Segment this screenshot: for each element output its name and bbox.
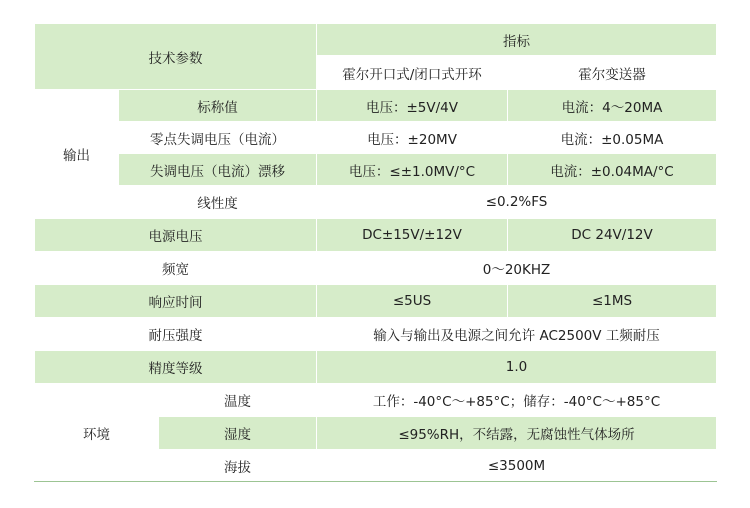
param-value: ≤1MS	[508, 285, 717, 318]
param-name: 响应时间	[35, 285, 317, 318]
param-value: 电压：≤±1.0MV/°C	[317, 154, 508, 186]
param-name: 线性度	[119, 186, 317, 219]
spec-table-container	[34, 23, 717, 482]
param-name: 湿度	[159, 417, 317, 450]
indicator-header: 指标	[317, 24, 717, 56]
param-name: 海拔	[159, 450, 317, 482]
param-name: 失调电压（电流）漂移	[119, 154, 317, 186]
hall-switch-header: 霍尔开口式/闭口式开环	[317, 56, 508, 90]
param-value: 1.0	[317, 351, 717, 384]
param-value: 电流：±0.05MA	[508, 122, 717, 154]
param-name: 耐压强度	[35, 318, 317, 351]
param-value: DC 24V/12V	[508, 219, 717, 252]
param-value: ≤0.2%FS	[317, 186, 717, 219]
param-value: 电压：±20MV	[317, 122, 508, 154]
param-value: 输入与输出及电源之间允许 AC2500V 工频耐压	[317, 318, 717, 351]
param-value: 工作：-40°C～+85°C；储存：-40°C～+85°C	[317, 384, 717, 417]
hall-transmitter-header: 霍尔变送器	[508, 56, 717, 90]
param-name: 频宽	[35, 252, 317, 285]
param-name: 精度等级	[35, 351, 317, 384]
environment-group-label: 环境	[35, 384, 159, 482]
output-group-label: 输出	[35, 90, 119, 219]
param-value: ≤3500M	[317, 450, 717, 482]
param-name: 电源电压	[35, 219, 317, 252]
param-value: 电流：4～20MA	[508, 90, 717, 122]
param-value: 电流：±0.04MA/°C	[508, 154, 717, 186]
param-header: 技术参数	[35, 24, 317, 90]
spec-table	[34, 23, 717, 482]
param-value: ≤5US	[317, 285, 508, 318]
param-value: ≤95%RH，不结露，无腐蚀性气体场所	[317, 417, 717, 450]
param-value: DC±15V/±12V	[317, 219, 508, 252]
param-name: 零点失调电压（电流）	[119, 122, 317, 154]
param-value: 电压：±5V/4V	[317, 90, 508, 122]
param-value: 0～20KHZ	[317, 252, 717, 285]
param-name: 温度	[159, 384, 317, 417]
param-name: 标称值	[119, 90, 317, 122]
